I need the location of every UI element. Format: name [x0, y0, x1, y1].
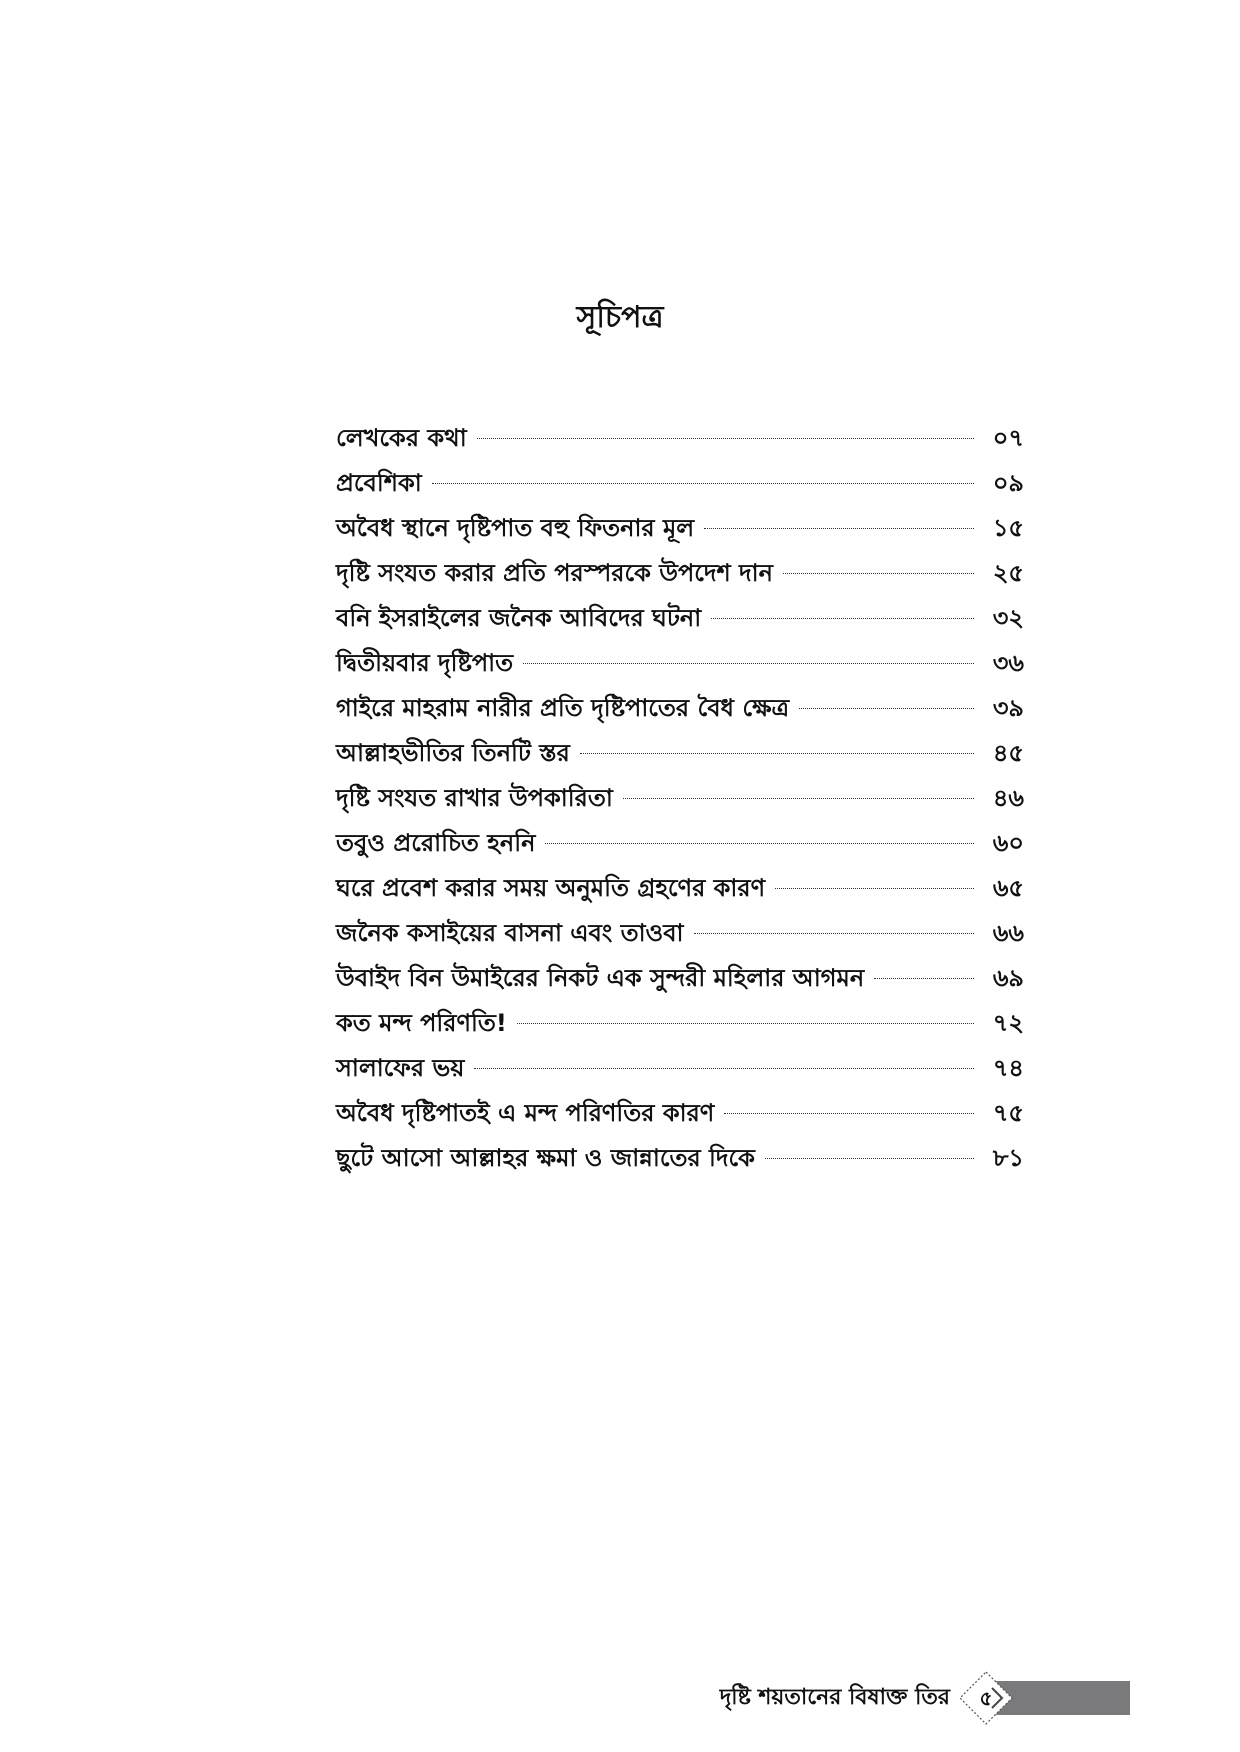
dot-leader — [432, 483, 974, 484]
toc-entry-page: ৮১ — [992, 1144, 1024, 1172]
toc-entry-title: দৃষ্টি সংযত করার প্রতি পরস্পরকে উপদেশ দান — [336, 559, 773, 587]
dot-leader — [874, 978, 974, 979]
dot-leader — [711, 618, 974, 619]
toc-entry-page: ৬৯ — [992, 964, 1024, 992]
toc-entry-page: ০৯ — [992, 469, 1024, 497]
toc-entry — [336, 866, 1024, 911]
toc-entry — [336, 1091, 1024, 1136]
dot-leader — [474, 1068, 974, 1069]
book-title: দৃষ্টি শয়তানের বিষাক্ত তির — [719, 1685, 950, 1710]
toc-entry-page: ২৫ — [992, 559, 1024, 587]
toc-entry-title: ঘরে প্রবেশ করার সময় অনুমতি গ্রহণের কারণ — [336, 874, 766, 902]
toc-entry — [336, 821, 1024, 866]
toc-entry-page: ৭৫ — [992, 1099, 1024, 1127]
dot-leader — [517, 1023, 974, 1024]
toc-entry-title: দ্বিতীয়বার দৃষ্টিপাত — [336, 649, 514, 677]
dot-leader — [694, 933, 974, 934]
toc-entry-title: বনি ইসরাইলের জনৈক আবিদের ঘটনা — [336, 604, 702, 632]
toc-entry-page: ৩২ — [992, 604, 1024, 632]
toc-entry-page: ৪৫ — [992, 739, 1024, 767]
toc-entry — [336, 551, 1024, 596]
toc-entry-title: ছুটে আসো আল্লাহর ক্ষমা ও জান্নাতের দিকে — [336, 1144, 755, 1172]
dot-leader — [775, 888, 974, 889]
toc-entry-title: কত মন্দ পরিণতি! — [336, 1009, 507, 1037]
toc-entry-page: ৬৬ — [992, 919, 1024, 947]
toc-entry — [336, 731, 1024, 776]
toc-entry-page: ৭৪ — [992, 1054, 1024, 1082]
toc-entry-title: তবুও প্ররোচিত হননি — [336, 829, 536, 857]
page-number: ৫ — [979, 1686, 993, 1710]
toc-entry — [336, 1136, 1024, 1181]
toc-entry-title: গাইরে মাহরাম নারীর প্রতি দৃষ্টিপাতের বৈধ ক্ষেত্র — [336, 694, 790, 722]
dot-leader — [580, 753, 974, 754]
toc-entry-title: অবৈধ দৃষ্টিপাতই এ মন্দ পরিণতির কারণ — [336, 1099, 715, 1127]
dot-leader — [477, 438, 974, 439]
page-number-badge — [958, 1670, 1014, 1726]
dot-leader — [545, 843, 974, 844]
toc-entry — [336, 416, 1024, 461]
toc-entry — [336, 641, 1024, 686]
toc-entry-title: অবৈধ স্থানে দৃষ্টিপাত বহু ফিতনার মূল — [336, 514, 695, 542]
toc-entry — [336, 1001, 1024, 1046]
toc-entry-title: প্রবেশিকা — [336, 469, 422, 497]
toc-entry-page: ৩৬ — [992, 649, 1024, 677]
page-footer — [0, 1670, 1240, 1726]
toc-entry-page: ৪৬ — [992, 784, 1024, 812]
toc-entry — [336, 911, 1024, 956]
table-of-contents — [336, 416, 1024, 1181]
toc-entry — [336, 461, 1024, 506]
dot-leader — [765, 1158, 974, 1159]
toc-entry — [336, 776, 1024, 821]
toc-entry-page: ৬০ — [992, 829, 1024, 857]
toc-entry-title: আল্লাহভীতির তিনটি স্তর — [336, 739, 570, 767]
toc-entry-page: ৭২ — [992, 1009, 1024, 1037]
page-title: সূচিপত্র — [576, 300, 664, 336]
dot-leader — [523, 663, 974, 664]
toc-entry — [336, 506, 1024, 551]
toc-entry-title: লেখকের কথা — [336, 424, 467, 452]
toc-entry — [336, 686, 1024, 731]
toc-entry-title: সালাফের ভয় — [336, 1054, 465, 1082]
toc-entry — [336, 596, 1024, 641]
toc-entry-page: ১৫ — [992, 514, 1024, 542]
toc-entry-title: দৃষ্টি সংযত রাখার উপকারিতা — [336, 784, 613, 812]
toc-entry — [336, 1046, 1024, 1091]
dot-leader — [799, 708, 974, 709]
dot-leader — [623, 798, 974, 799]
toc-entry-page: ৬৫ — [992, 874, 1024, 902]
toc-entry-page: ৩৯ — [992, 694, 1024, 722]
toc-entry-title: জনৈক কসাইয়ের বাসনা এবং তাওবা — [336, 919, 684, 947]
dot-leader — [704, 528, 974, 529]
dot-leader — [783, 573, 974, 574]
toc-entry — [336, 956, 1024, 1001]
dot-leader — [724, 1113, 974, 1114]
toc-entry-title: উবাইদ বিন উমাইরের নিকট এক সুন্দরী মহিলার আগমন — [336, 964, 865, 992]
toc-entry-page: ০৭ — [992, 424, 1024, 452]
